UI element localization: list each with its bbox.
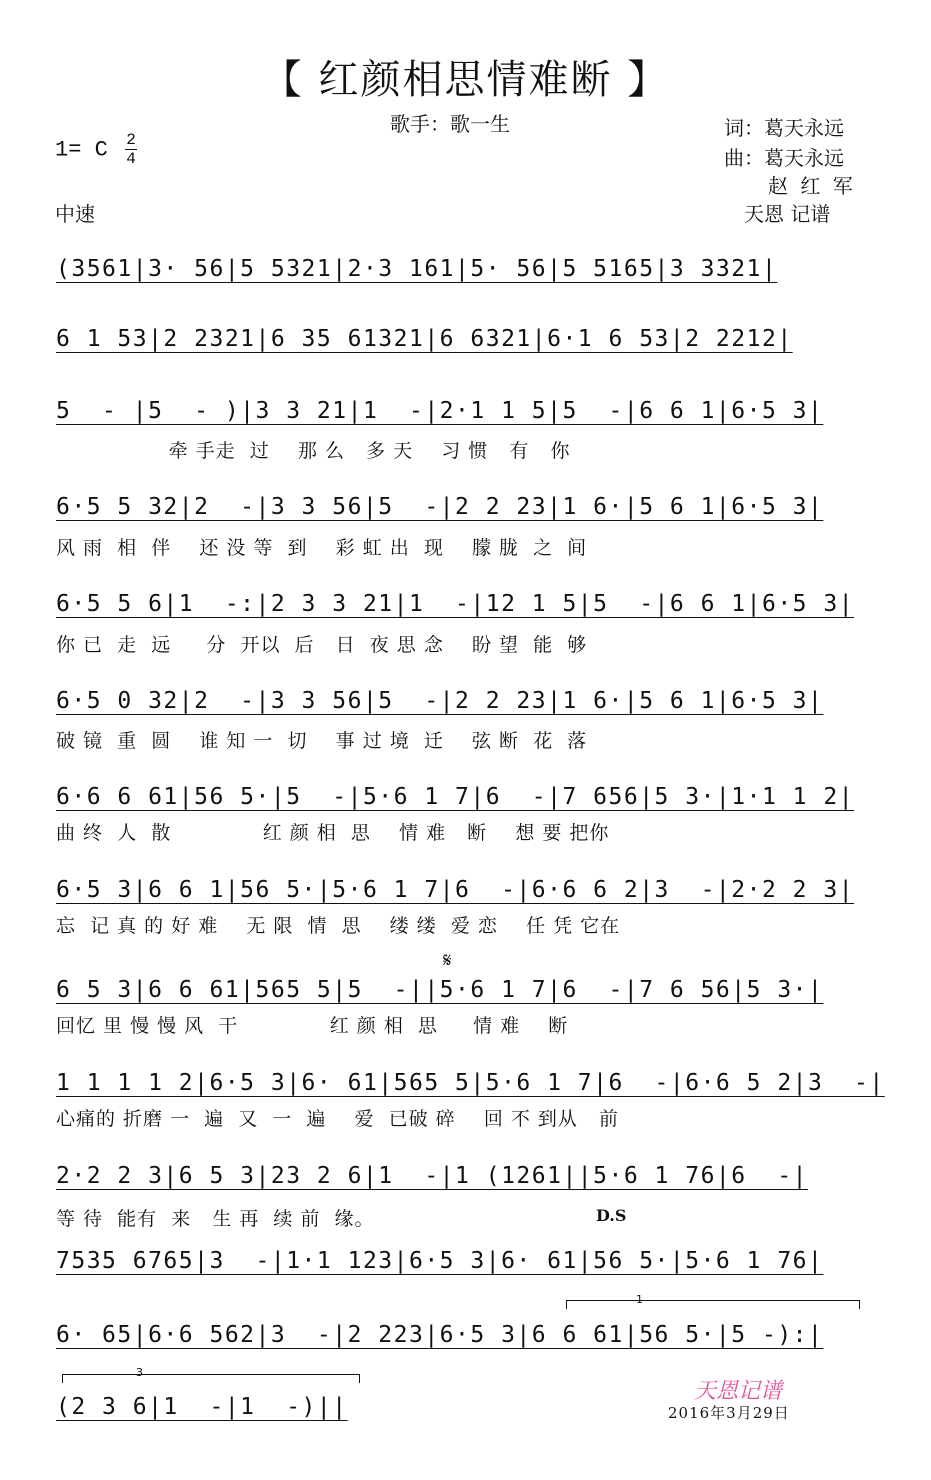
notation-line: 2·2 2 3|6 5 3|23 2 6|1 -|1 (1261||5·6 1 76|6 -| bbox=[56, 1163, 809, 1189]
transcriber-stamp: 天恩记谱 bbox=[694, 1379, 783, 1404]
time-top: 2 bbox=[126, 131, 136, 149]
notation-line: 6·6 6 61|56 5·|5 -|5·6 1 7|6 -|7 656|5 3·|1·1 1 2| bbox=[56, 784, 855, 810]
lyric-line: 回忆 里 慢 慢 风 干 红 颜 相 思 情 难 断 bbox=[56, 1015, 569, 1037]
singer-credit: 歌手：歌一生 bbox=[390, 112, 510, 136]
song-title: 【 红颜相思情难断 】 bbox=[261, 57, 670, 103]
time-bottom: 4 bbox=[126, 150, 136, 168]
notation-line: 6·5 5 32|2 -|3 3 56|5 -|2 2 23|1 6·|5 6 1|6·5 3| bbox=[56, 494, 824, 520]
notation-line: 6·5 3|6 6 1|56 5·|5·6 1 7|6 -|6·6 6 2|3 -|2·2 2 3| bbox=[56, 877, 855, 903]
lyric-line: 等 待 能有 来 生 再 续 前 缘。 bbox=[56, 1208, 375, 1230]
lyric-line: 心痛的 折磨 一 遍 又 一 遍 爱 已破 碎 回 不 到从 前 bbox=[56, 1108, 620, 1130]
notation-line: 5 - |5 - )|3 3 21|1 -|2·1 1 5|5 -|6 6 1|6·5 3| bbox=[56, 398, 824, 424]
key-label: 1= C bbox=[55, 137, 108, 163]
lyricist-credit: 词：葛天永远 bbox=[724, 116, 844, 140]
lyric-line: 忘 记 真 的 好 难 无 限 情 思 缕 缕 爱 恋 任 凭 它在 bbox=[56, 915, 621, 937]
notation-line: 6 1 53|2 2321|6 35 61321|6 6321|6·1 6 53|2 2212| bbox=[56, 326, 793, 352]
notation-line: (2 3 6|1 -|1 -)|| bbox=[56, 1394, 348, 1420]
composer-credit: 曲：葛天永远 bbox=[724, 146, 844, 170]
transcriber-credit: 天恩 记谱 bbox=[744, 202, 831, 226]
tempo-marking: 中速 bbox=[55, 202, 95, 226]
transcription-date: 2016年3月29日 bbox=[668, 1404, 790, 1422]
lyric-line: 风 雨 相 伴 还 没 等 到 彩 虹 出 现 朦 胧 之 间 bbox=[56, 537, 588, 559]
notation-line: 6·5 0 32|2 -|3 3 56|5 -|2 2 23|1 6·|5 6 1|6·5 3| bbox=[56, 688, 824, 714]
lyric-line: 破 镜 重 圆 谁 知 一 切 事 过 境 迁 弦 断 花 落 bbox=[56, 730, 588, 752]
time-signature bbox=[125, 132, 137, 167]
notation-line: 1 1 1 1 2|6·5 3|6· 61|565 5|5·6 1 7|6 -|6·6 5 2|3 -| bbox=[56, 1070, 885, 1096]
lyric-line: 你 已 走 远 分 开以 后 日 夜 思 念 盼 望 能 够 bbox=[56, 634, 588, 656]
notation-line: 6 5 3|6 6 61|565 5|5 -||5·6 1 7|6 -|7 6 56|5 3·| bbox=[56, 977, 824, 1003]
segno-sign: 𝄋 bbox=[443, 948, 452, 972]
key-signature bbox=[55, 132, 137, 167]
third-ending-number: 3 bbox=[136, 1366, 143, 1379]
ds-marking: D.S bbox=[596, 1206, 627, 1225]
first-ending-bracket bbox=[566, 1300, 860, 1309]
lyric-line: 曲 终 人 散 红 颜 相 思 情 难 断 想 要 把你 bbox=[56, 822, 610, 844]
arranger-credit: 赵 红 军 bbox=[768, 174, 856, 198]
lyric-line: 牵 手走 过 那 么 多 天 习 惯 有 你 bbox=[56, 440, 571, 462]
first-ending-number: 1 bbox=[636, 1293, 643, 1306]
notation-line: 7535 6765|3 -|1·1 123|6·5 3|6· 61|56 5·|5·6 1 76| bbox=[56, 1248, 824, 1274]
notation-line: 6·5 5 6|1 -:|2 3 3 21|1 -|12 1 5|5 -|6 6 1|6·5 3| bbox=[56, 591, 855, 617]
third-ending-bracket bbox=[62, 1374, 360, 1383]
notation-line: 6· 65|6·6 562|3 -|2 223|6·5 3|6 6 61|56 5·|5 -):| bbox=[56, 1322, 824, 1348]
notation-line: (3561|3· 56|5 5321|2·3 161|5· 56|5 5165|3 3321| bbox=[56, 256, 778, 282]
